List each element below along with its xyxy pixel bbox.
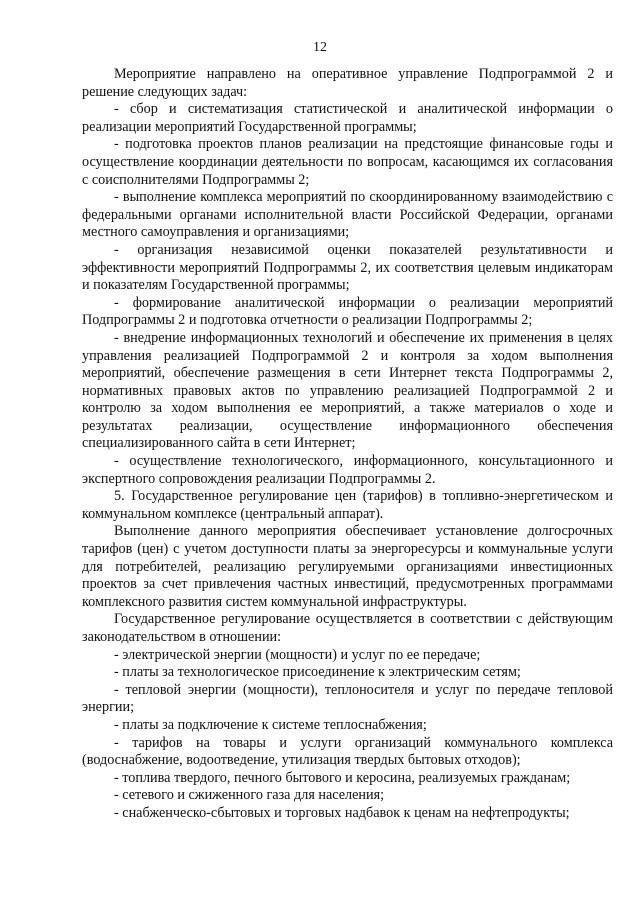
list-item: - выполнение комплекса мероприятий по скоординированному взаимодействию с федеральными органами исполнительной власти Российской Федерации, органами местного самоуправления и организациями; [82, 189, 613, 241]
list-item: - внедрение информационных технологий и обеспечение их применения в целях управления реализацией Подпрограммой 2 и контроля за ходом выполнения мероприятий, обеспечение размещения в сети Интернет текста Подпрограммы 2, нормативных правовых актов по управлению реализацией Подпрограммой 2 и контролю за ходом выполнения ее мероприятий, а также материалов о ходе и результатах реализации, осуществление информационного обеспечения специализированного сайта в сети Интернет; [82, 329, 613, 452]
list-item: - тепловой энергии (мощности), теплоносителя и услуг по передаче тепловой энергии; [82, 681, 613, 716]
list-item: - осуществление технологического, информационного, консультационного и экспертного сопровождения реализации Подпрограммы 2. [82, 453, 613, 487]
list-item: - электрической энергии (мощности) и услуг по ее передаче; [114, 646, 481, 663]
list-item: - организация независимой оценки показателей результативности и эффективности мероприятий Подпрограммы 2, их соответствия целевым индикаторам и показателям Государственной программы; [82, 241, 613, 294]
list-item: - подготовка проектов планов реализации на предстоящие финансовые годы и осуществление координации деятельности по вопросам, касающимся их согласования с соисполнителями Подпрограммы 2; [82, 136, 613, 188]
list-item: - тарифов на товары и услуги организаций коммунального комплекса (водоснабжение, водоотведение, утилизация твердых бытовых отходов); [82, 734, 613, 769]
list-item: - формирование аналитической информации о реализации мероприятий Подпрограммы 2 и подготовка отчетности о реализации Подпрограммы 2; [82, 294, 613, 329]
page-number: 12 [313, 40, 327, 55]
paragraph: Государственное регулирование осуществляется в соответствии с действующим законодательством в отношении: [82, 611, 613, 645]
list-item: - платы за подключение к системе теплоснабжения; [114, 716, 427, 733]
list-item: - снабженческо-сбытовых и торговых надбавок к ценам на нефтепродукты; [114, 804, 570, 821]
document-body [82, 66, 613, 823]
section-heading: 5. Государственное регулирование цен (тарифов) в топливно-энергетическом и коммунальном комплексе (центральный аппарат). [82, 488, 613, 522]
list-item: - сбор и систематизация статистической и аналитической информации о реализации мероприятий Государственной программы; [82, 101, 613, 135]
paragraph: Выполнение данного мероприятия обеспечивает установление долгосрочных тарифов (цен) с учетом доступности платы за энергоресурсы и коммунальные услуги для потребителей, реализацию регулируемыми организациями инвестиционных проектов за счет привлечения частных инвестиций, предусмотренных программами комплексного развития систем коммунальной инфраструктуры. [82, 523, 613, 610]
list-item: - топлива твердого, печного бытового и керосина, реализуемых гражданам; [114, 769, 571, 786]
paragraph-intro: Мероприятие направлено на оперативное управление Подпрограммой 2 и решение следующих задач: [82, 66, 613, 100]
list-item: - платы за технологическое присоединение к электрическим сетям; [114, 664, 521, 681]
list-item: - сетевого и сжиженного газа для населения; [114, 787, 385, 804]
